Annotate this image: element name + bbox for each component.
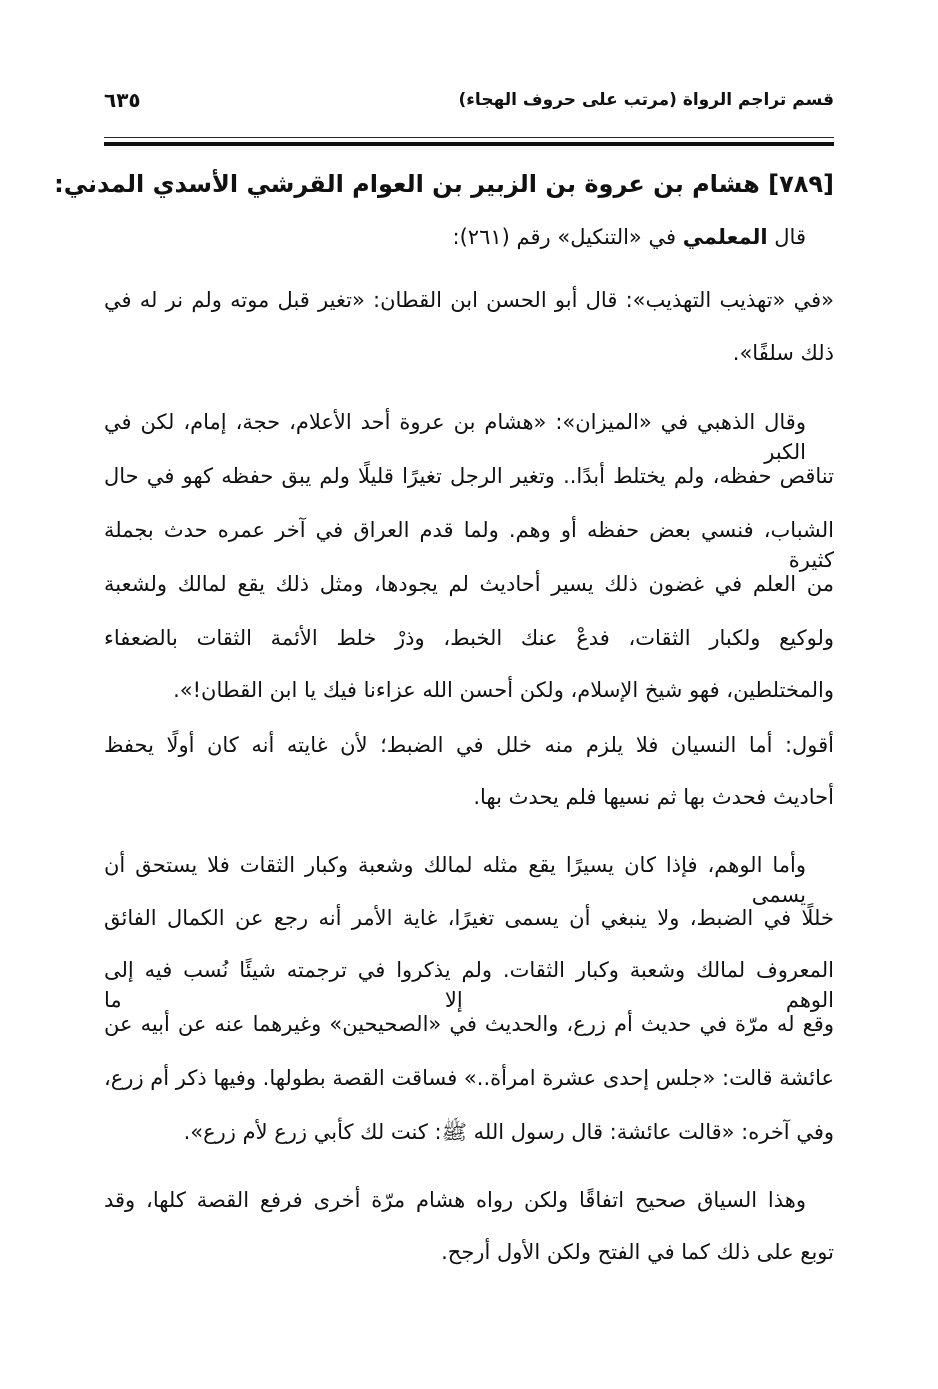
text-line: الشباب، فنسي بعض حفظه أو وهم. ولما قدم العراق في آخر عمره حدث بجملة كثيرة bbox=[104, 518, 834, 572]
text-line: ذلك سلفًا». bbox=[732, 341, 834, 365]
text-line: وهذا السياق صحيح اتفاقًا ولكن رواه هشام مرّة أخرى فرفع القصة كلها، وقد bbox=[104, 1188, 806, 1212]
intro-suffix: في «التنكيل» رقم (٢٦١): bbox=[452, 225, 676, 249]
text-line: والمختلطين، فهو شيخ الإسلام، ولكن أحسن الله عزاءنا فيك يا ابن القطان!». bbox=[173, 678, 834, 702]
header-rule-thin bbox=[104, 137, 834, 138]
text-line: تناقص حفظه، ولم يختلط أبدًا.. وتغير الرجل تغيرًا قليلًا ولم يبق حفظه كهو في حال bbox=[104, 464, 834, 488]
text-line: عائشة قالت: «جلس إحدى عشرة امرأة..» فساقت القصة بطولها. وفيها ذكر أم زرع، bbox=[104, 1066, 834, 1090]
text-line: «في «تهذيب التهذيب»: قال أبو الحسن ابن القطان: «تغير قبل موته ولم نر له في bbox=[104, 288, 834, 312]
text-line: وفي آخره: «قالت عائشة: قال رسول الله ﷺ: كنت لك كأبي زرع لأم زرع». bbox=[183, 1120, 834, 1144]
text-line: أقول: أما النسيان فلا يلزم منه خلل في الضبط؛ لأن غايته أنه كان أولًا يحفظ bbox=[104, 733, 834, 757]
intro-author: المعلمي bbox=[682, 225, 768, 249]
text-line: وأما الوهم، فإذا كان يسيرًا يقع مثله لمالك وشعبة وكبار الثقات فلا يستحق أن يسمى bbox=[104, 853, 806, 907]
text-line: توبع على ذلك كما في الفتح ولكن الأول أرجح. bbox=[441, 1240, 834, 1264]
text-line: وقع له مرّة في حديث أم زرع، والحديث في «الصحيحين» وغيرهما عنه عن أبيه عن bbox=[104, 1012, 834, 1036]
text-line: وقال الذهبي في «الميزان»: «هشام بن عروة أحد الأعلام، حجة، إمام، لكن في الكبر bbox=[104, 410, 806, 464]
text-line: من العلم في غضون ذلك يسير أحاديث لم يجودها، ومثل ذلك يقع لمالك ولشعبة bbox=[104, 572, 834, 596]
page-number: ٦٣٥ bbox=[104, 88, 141, 112]
text-line: المعروف لمالك وشعبة وكبار الثقات. ولم يذكروا في ترجمته شيئًا نُسب فيه إلى الوهم إلا ما bbox=[104, 958, 834, 1012]
running-header-title: قسم تراجم الرواة (مرتب على حروف الهجاء) bbox=[458, 90, 834, 110]
text-line: خللًا في الضبط، ولا ينبغي أن يسمى تغيرًا، غاية الأمر أنه رجع عن الكمال الفائق bbox=[104, 906, 834, 930]
intro-line bbox=[453, 222, 806, 252]
entry-title: [٧٨٩] هشام بن عروة بن الزبير بن العوام القرشي الأسدي المدني: bbox=[54, 170, 834, 198]
text-line: أحاديث فحدث بها ثم نسيها فلم يحدث بها. bbox=[473, 785, 834, 809]
header-rule-thick bbox=[104, 142, 834, 146]
text-line: ولوكيع ولكبار الثقات، فدعْ عنك الخبط، وذرْ خلط الأئمة الثقات بالضعفاء bbox=[104, 626, 834, 650]
intro-prefix: قال bbox=[774, 225, 806, 249]
